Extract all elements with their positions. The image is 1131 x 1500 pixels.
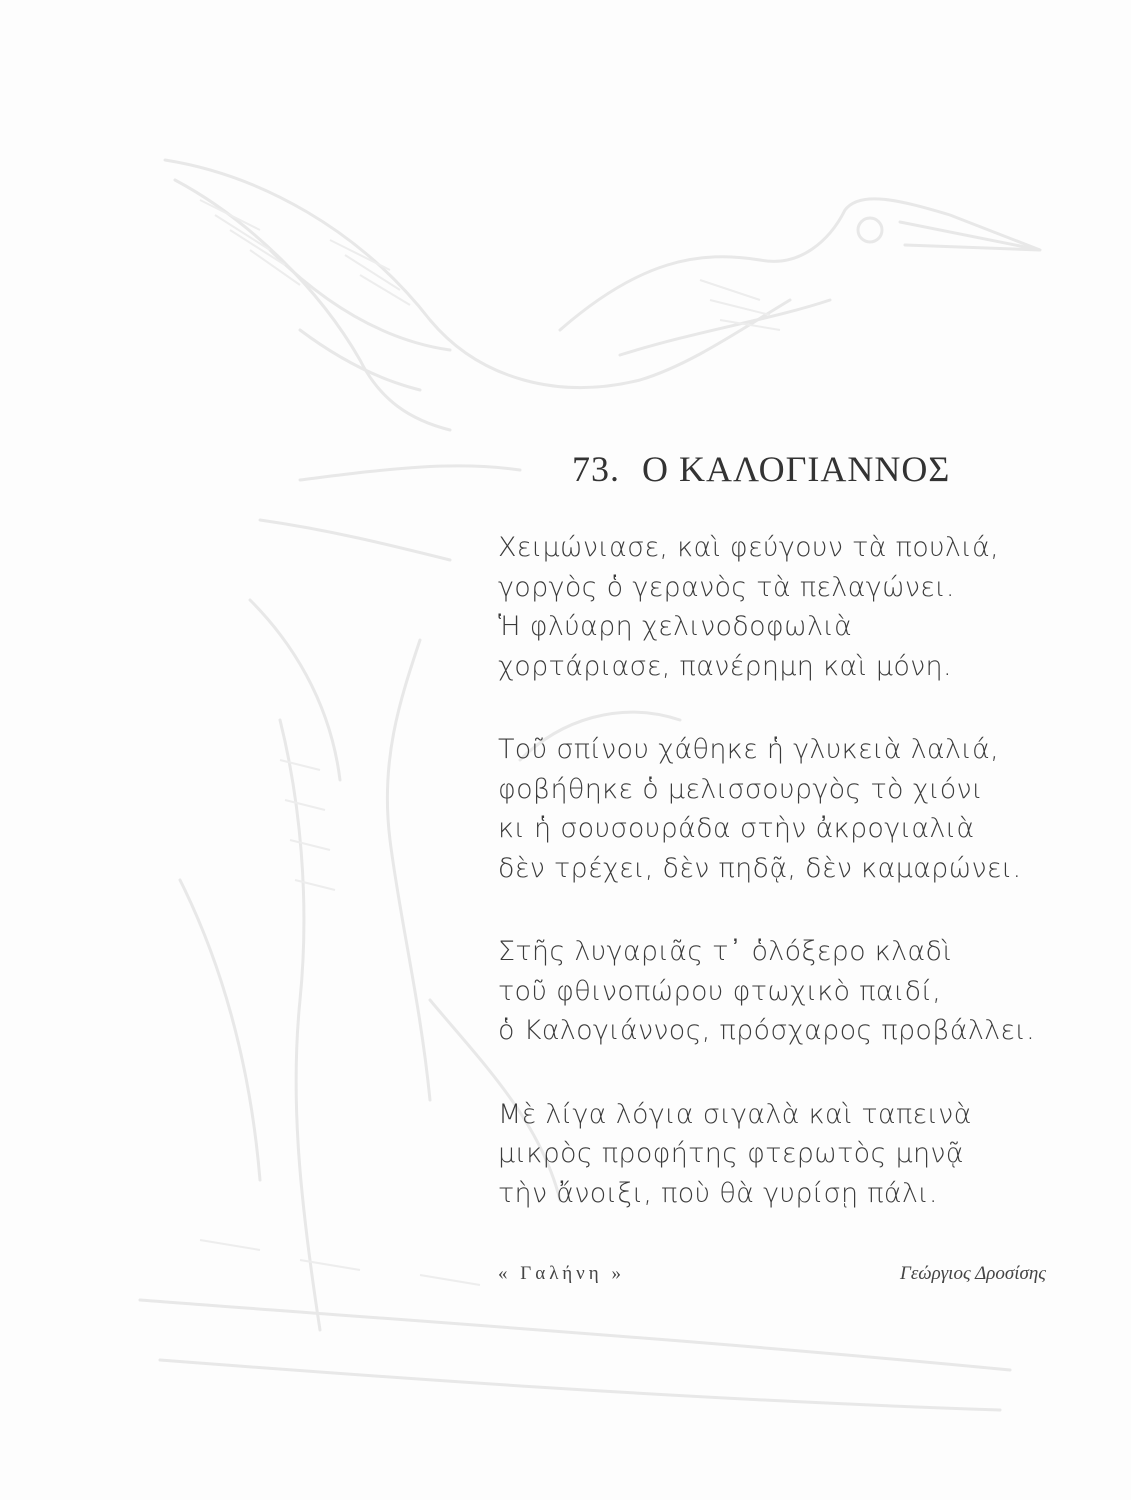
poem-line: τὴν ἄνοιξι, ποὺ θὰ γυρίσῃ πάλι. [498, 1177, 938, 1209]
stanza-1 [498, 528, 1098, 686]
poem-line: δὲν τρέχει, δὲν πηδᾷ, δὲν καμαρώνει. [498, 852, 1022, 884]
poem-line: χορτάριασε, πανέρημη καὶ μόνη. [498, 650, 952, 682]
poem-title-text: Ο ΚΑΛΟΓΙΑΝΝΟΣ [642, 449, 951, 489]
stanza-3 [498, 932, 1098, 1051]
poem-body [498, 528, 1098, 1257]
stanza-4 [498, 1095, 1098, 1214]
poem-number: 73. [572, 449, 620, 489]
poem-line: Χειμώνιασε, καὶ φεύγουν τὰ πουλιά, [498, 532, 999, 563]
poem-line: γοργὸς ὁ γερανὸς τὰ πελαγώνει. [498, 571, 955, 603]
poem-source: « Γαλήνη » [498, 1263, 625, 1284]
poem-line: Ἡ φλύαρη χελινοδοφωλιὰ [498, 611, 853, 642]
poem-line: μικρὸς προφήτης φτερωτὸς μηνᾷ [498, 1138, 964, 1169]
poem-line: τοῦ φθινοπώρου φτωχικὸ παιδί, [498, 975, 942, 1007]
stanza-2 [498, 730, 1098, 888]
poem-author: Γεώργιος Δροσίσης [900, 1263, 1046, 1284]
poem-line: κι ἡ σουσουράδα στὴν ἀκρογιαλιὰ [498, 813, 975, 844]
poem-title [572, 448, 950, 490]
poem-footer [498, 1263, 1046, 1287]
poem-line: Τοῦ σπίνου χάθηκε ἡ γλυκειὰ λαλιά, [498, 734, 999, 765]
poem-line: φοβήθηκε ὁ μελισσουργὸς τὸ χιόνι [498, 773, 983, 805]
poem-line: Στῆς λυγαριᾶς τ᾿ ὁλόξερο κλαδὶ [498, 936, 952, 967]
poem-line: ὁ Καλογιάννος, πρόσχαρος προβάλλει. [498, 1015, 1035, 1046]
poem-line: Μὲ λίγα λόγια σιγαλὰ καὶ ταπεινὰ [498, 1098, 972, 1130]
